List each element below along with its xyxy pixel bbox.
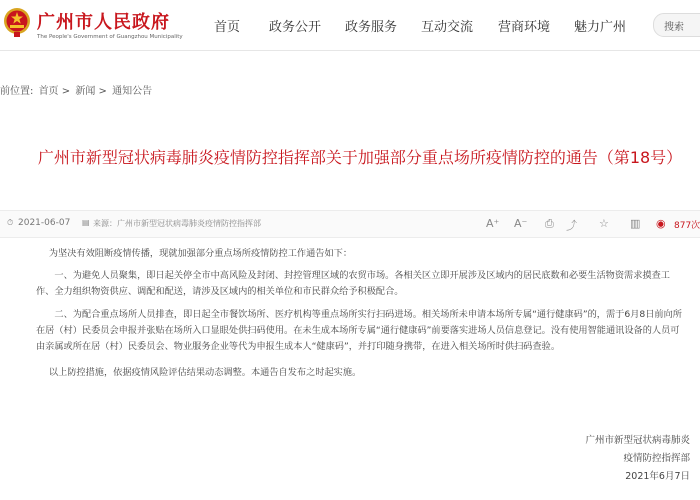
document-icon: ▤ (82, 218, 90, 227)
article-signature (560, 432, 690, 486)
nav-item-open-government[interactable]: 政务公开 (269, 20, 322, 35)
article-body (36, 246, 686, 387)
breadcrumb-separator: > (98, 86, 107, 97)
nav-item-business-environment[interactable]: 营商环境 (498, 20, 551, 35)
article-source: 来源：广州市新型冠状病毒肺炎疫情防控指挥部 (93, 219, 261, 228)
site-name-english: The People's Government of Guangzhou Municipality (37, 34, 183, 40)
view-count: 877次 (674, 221, 700, 231)
nav-item-interaction[interactable]: 互动交流 (421, 20, 474, 35)
national-emblem-icon[interactable] (2, 6, 32, 38)
breadcrumb-prefix: 前位置: (0, 86, 34, 97)
nav-item-government-services[interactable]: 政务服务 (345, 20, 398, 35)
article-paragraph-2: 二、为配合重点场所人员排查，即日起全市餐饮场所、医疗机构等重点场所实行扫码进场。相关场所未申请本场所专属“通行健康码”的，需于6月8日前向所在居（村）民委员会申报并张贴在场所入口显眼处供扫码使用。在未生成本场所专属“通行健康码”前要落实进场人员信息登记。没有使用智能通讯设备的人员可由亲属或所在居（村）民委员会、物业服务企业等代为申报生成本人“健康码”，并打印随身携带，在进入相关场所时供扫码查验。 (36, 308, 682, 353)
publish-date: 2021-06-07 (18, 218, 71, 228)
article-paragraph-1: 一、为避免人员聚集，即日起关停全市中高风险及封闭、封控管理区域的农贸市场。各相关区立即开展涉及区域内的居民底数和必要生活物资需求摸查工作、全力组织物资供应、调配和配送，请涉及区域内的相关单位和市民群众给予积极配合。 (36, 270, 670, 298)
site-name[interactable]: 广州市人民政府 (37, 12, 170, 33)
text-icon[interactable]: ▥ (630, 217, 641, 230)
eye-icon: ◉ (656, 217, 666, 230)
breadcrumb-item-news[interactable]: 新闻 (75, 86, 96, 97)
font-larger-icon[interactable]: A⁺ (486, 217, 500, 230)
site-header (0, 0, 700, 51)
article-closing: 以上防控措施，依据疫情风险评估结果动态调整。本通告自发布之时起实施。 (48, 367, 362, 379)
breadcrumb-item-notices[interactable]: 通知公告 (112, 86, 153, 97)
search-label: 搜索 (664, 22, 684, 33)
signature-line-1: 广州市新型冠状病毒肺炎 (585, 435, 690, 446)
nav-item-charming-guangzhou[interactable]: 魅力广州 (574, 20, 627, 35)
breadcrumb-separator: > (61, 86, 71, 97)
article-intro: 为坚决有效阻断疫情传播，现就加强部分重点场所疫情防控工作通告如下： (48, 248, 353, 259)
breadcrumb-item-home[interactable]: 首页 (38, 86, 59, 97)
star-icon[interactable]: ☆ (599, 217, 609, 230)
article-title: 广州市新型冠状病毒肺炎疫情防控指挥部关于加强部分重点场所疫情防控的通告（第18号） (37, 148, 683, 167)
signature-date: 2021年6月7日 (625, 471, 690, 482)
share-icon[interactable]: ⤴ (566, 219, 577, 232)
nav-item-home[interactable]: 首页 (214, 20, 241, 35)
breadcrumb (0, 82, 152, 97)
print-icon[interactable]: ⎙ (545, 217, 554, 230)
font-smaller-icon[interactable]: A⁻ (514, 217, 528, 230)
search-box[interactable] (653, 13, 700, 37)
clock-icon: ⏱ (7, 218, 14, 227)
signature-line-2: 疫情防控指挥部 (623, 453, 690, 464)
article-meta-bar (0, 210, 700, 238)
